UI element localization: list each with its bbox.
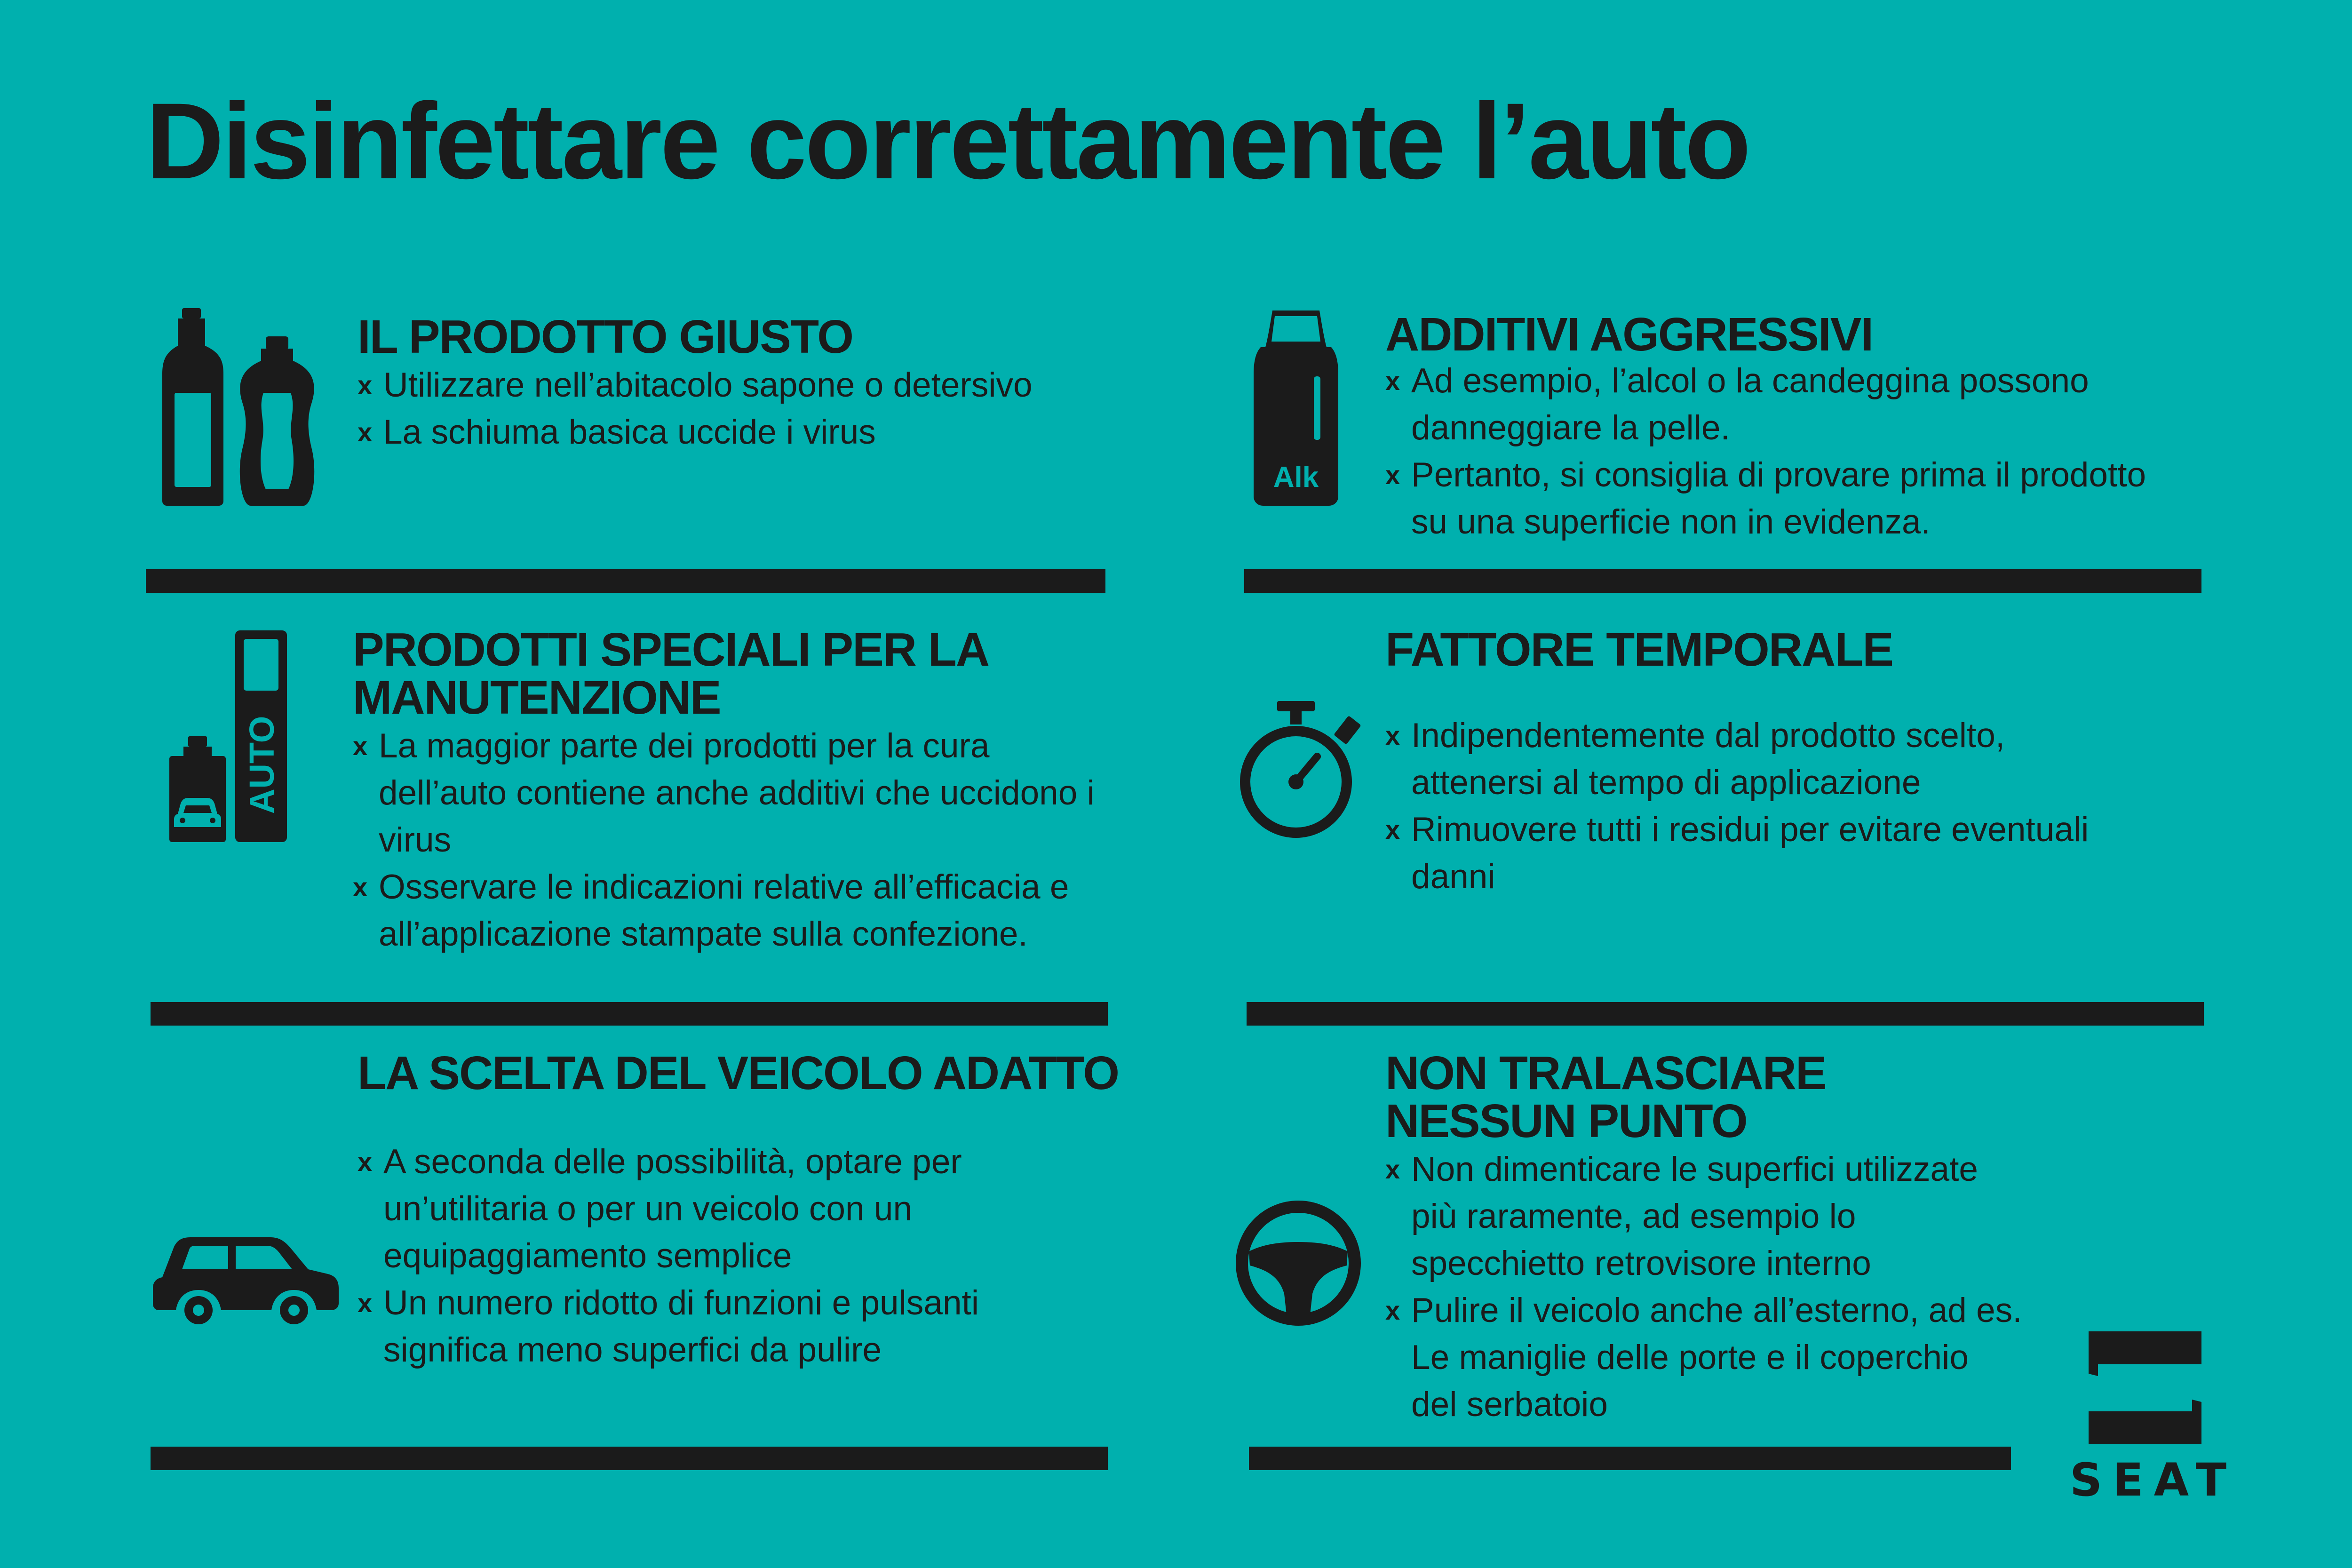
bullet-line: Utilizzare nell’abitacolo sapone o detersivo — [383, 366, 1033, 404]
bullet-item — [358, 1280, 1119, 1374]
bullet-line: più raramente, ad esempio lo — [1411, 1197, 1856, 1235]
bullet-line: equipaggiamento semplice — [383, 1237, 792, 1275]
section-right-product — [358, 310, 1033, 456]
page-title: Disinfettare correttamente l’auto — [146, 80, 1749, 201]
bullet-line: dell’auto contiene anche additivi che uccidono i — [379, 774, 1095, 812]
bullet-marker-icon: x — [1385, 1296, 1400, 1325]
bullet-marker-icon: x — [1385, 815, 1400, 844]
section-no-point-missed — [1385, 1049, 2022, 1428]
stopwatch-icon — [1240, 701, 1367, 840]
section-divider — [151, 1447, 1108, 1470]
section-time-factor — [1385, 623, 2089, 900]
section-heading: ADDITIVI AGGRESSIVI — [1385, 308, 1873, 361]
bullet-line: Osservare le indicazioni relative all’efficacia e — [379, 868, 1069, 906]
section-vehicle-choice — [358, 1049, 1119, 1374]
bullet-line: La schiuma basica uccide i virus — [383, 413, 876, 451]
section-heading: LA SCELTA DEL VEICOLO ADATTO — [358, 1047, 1119, 1099]
detergent-bottles-icon — [162, 308, 318, 506]
bullet-line: Pertanto, si consiglia di provare prima il prodotto — [1411, 456, 2146, 494]
bullet-marker-icon: x — [358, 1288, 373, 1318]
bullet-line: Un numero ridotto di funzioni e pulsanti — [383, 1284, 979, 1322]
section-aggressive-additives — [1385, 310, 2146, 546]
bullet-list — [1385, 358, 2146, 546]
bullet-line: Le maniglie delle porte e il coperchio — [1411, 1338, 1969, 1377]
bullet-line: un’utilitaria o per un veicolo con un — [383, 1190, 913, 1228]
car-care-product-label: AUTO — [242, 716, 281, 814]
section-heading: FATTORE TEMPORALE — [1385, 623, 1893, 676]
bullet-line: Non dimenticare le superfici utilizzate — [1411, 1150, 1979, 1188]
bullet-item — [358, 409, 1033, 456]
section-divider — [1249, 1447, 2011, 1470]
bullet-item — [1385, 806, 2089, 900]
bullet-line: danneggiare la pelle. — [1411, 409, 1730, 447]
bullet-line: all’applicazione stampate sulla confezione. — [379, 915, 1028, 953]
section-divider — [146, 569, 1105, 593]
section-heading: IL PRODOTTO GIUSTO — [358, 310, 853, 363]
bullet-item — [353, 723, 1095, 864]
bullet-marker-icon: x — [1385, 721, 1400, 750]
section-heading: PRODOTTI SPECIALI PER LA MANUTENZIONE — [353, 623, 989, 724]
bullet-line: significa meno superfici da pulire — [383, 1331, 882, 1369]
bullet-line: del serbatoio — [1411, 1385, 1608, 1424]
seat-logo-wordmark: SEAT — [2070, 1454, 2237, 1506]
bullet-line: virus — [379, 821, 452, 859]
bullet-item — [1385, 1287, 2022, 1428]
bullet-item — [1385, 1146, 2022, 1287]
bullet-line: La maggior parte dei prodotti per la cura — [379, 727, 990, 765]
section-heading: NON TRALASCIARE NESSUN PUNTO — [1385, 1047, 1826, 1147]
bullet-list — [358, 362, 1033, 456]
bullet-item — [358, 362, 1033, 409]
bullet-line: Ad esempio, l’alcol o la candeggina possono — [1411, 362, 2089, 400]
alcohol-bottle-label: Alk — [1273, 461, 1319, 493]
bullet-marker-icon: x — [353, 872, 368, 902]
section-divider — [151, 1002, 1108, 1026]
seat-logo-icon — [2070, 1331, 2211, 1444]
bullet-line: Rimuovere tutti i residui per evitare eventuali — [1411, 811, 2089, 849]
bullet-line: specchietto retrovisore interno — [1411, 1244, 1871, 1282]
bullet-marker-icon: x — [358, 370, 373, 400]
bullet-list — [1385, 712, 2089, 900]
section-divider — [1244, 569, 2201, 593]
section-special-products — [353, 623, 1095, 958]
bullet-list — [1385, 1146, 2022, 1428]
bullet-line: attenersi al tempo di applicazione — [1411, 764, 1921, 802]
seat-logo — [2070, 1331, 2237, 1506]
bullet-marker-icon: x — [1385, 1154, 1400, 1184]
bullet-line: su una superficie non in evidenza. — [1411, 503, 1931, 541]
bullet-marker-icon: x — [353, 731, 368, 761]
alcohol-bottle-icon — [1254, 310, 1338, 506]
bullet-item — [1385, 712, 2089, 806]
bullet-item — [1385, 452, 2146, 546]
bullet-line: Pulire il veicolo anche all’esterno, ad es. — [1411, 1291, 2022, 1329]
bullet-line: Indipendentemente dal prodotto scelto, — [1411, 716, 2005, 755]
bullet-item — [358, 1138, 1119, 1280]
bullet-item — [353, 864, 1095, 958]
bullet-marker-icon: x — [1385, 460, 1400, 490]
section-divider — [1247, 1002, 2204, 1026]
bullet-list — [353, 723, 1095, 958]
bullet-marker-icon: x — [358, 417, 373, 447]
car-care-products-icon — [169, 630, 287, 842]
bullet-line: danni — [1411, 858, 1495, 896]
car-icon — [153, 1237, 339, 1324]
bullet-list — [358, 1138, 1119, 1374]
bullet-marker-icon: x — [1385, 366, 1400, 396]
bullet-marker-icon: x — [358, 1147, 373, 1177]
steering-wheel-icon — [1235, 1200, 1362, 1327]
bullet-item — [1385, 358, 2146, 452]
bullet-line: A seconda delle possibilità, optare per — [383, 1143, 962, 1181]
